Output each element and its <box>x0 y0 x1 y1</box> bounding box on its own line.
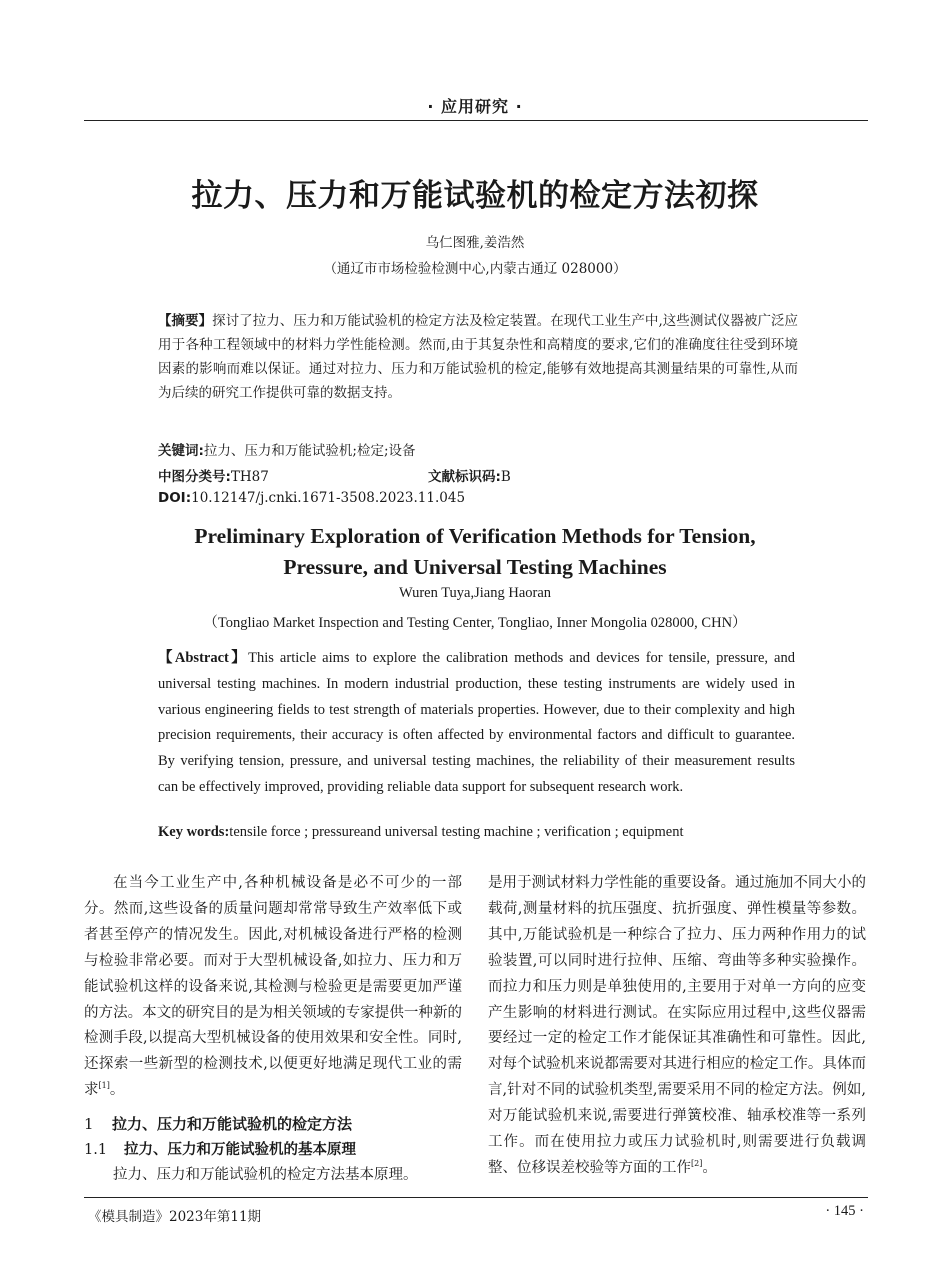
abstract-cn-text: 探讨了拉力、压力和万能试验机的检定方法及检定装置。在现代工业生产中,这些测试仪器被广泛应用于各种工程领域中的材料力学性能检测。然而,由于其复杂性和高精度的要求,它们的准确度往往受到环境因素的影响而难以保证。通过对拉力、压力和万能试验机的检定,能够有效地提高其测量结果的可靠性,从而为后续的研究工作提供可靠的数据支持。 <box>158 313 799 401</box>
abstract-cn-label: 【摘要】 <box>158 313 213 329</box>
header-divider <box>84 120 868 121</box>
paper-title-en <box>0 521 950 583</box>
keywords-en-text: tensile force ; pressureand universal testing machine ; verification ; equipment <box>229 824 684 840</box>
affiliation-en: （Tongliao Market Inspection and Testing Center, Tongliao, Inner Mongolia 028000, CHN） <box>203 615 747 631</box>
abstract-cn <box>158 309 798 405</box>
doi-value: 10.12147/j.cnki.1671-3508.2023.11.045 <box>191 490 466 506</box>
body-right-column <box>488 871 866 1182</box>
affiliation-cn: （通辽市市场检验检测中心,内蒙古通辽 028000） <box>323 261 627 277</box>
body-left-column <box>84 871 462 1189</box>
paper-title-cn: 拉力、压力和万能试验机的检定方法初探 <box>191 178 759 214</box>
intro-end: 。 <box>109 1082 125 1099</box>
doc-code-value: B <box>500 469 511 485</box>
page-number: · 145 · <box>825 1203 864 1219</box>
document-code <box>428 465 511 485</box>
doi-label: DOI: <box>158 490 192 506</box>
abstract-en-text: This article aims to explore the calibration methods and devices for tensile, pressure, and universal testing machines. In modern industrial production, these testing instruments are widely used in various engineering fields to test strength of materials properties. However, due to their complexity and high precision requirements, their accuracy is often affected by environmental factors and difficult to guarantee. By verifying tension, pressure, and universal testing machines, the reliability of their measurement results can be effectively improved, providing reliable data support for subsequent research work. <box>158 650 795 795</box>
keywords-cn <box>158 439 416 459</box>
section-1-1-number: 1.1 <box>84 1142 108 1159</box>
doi-line <box>158 490 465 506</box>
journal-issue: 《模具制造》2023年第11期 <box>88 1209 262 1225</box>
section-1-1-heading <box>84 1138 462 1163</box>
citation-2: [2] <box>691 1159 703 1169</box>
abstract-en-label: 【Abstract】 <box>158 650 249 666</box>
principle-paragraph: 拉力、压力和万能试验机的检定方法基本原理。 <box>113 1167 418 1184</box>
intro-text: 在当今工业生产中,各种机械设备是必不可少的一部分。然而,这些设备的质量问题却常常导致生产效率低下或者甚至停产的情况发生。因此,对机械设备进行严格的检测与检验非常必要。而对于大型机械设备,如拉力、压力和万能试验机这样的设备来说,其检测与检验更是需要更加严谨的方法。本文的研究目的是为相关领域的专家提供一种新的检测手段,以提高大型机械设备的使用效果和安全性。同时,还探索一些新型的检测技术,以便更好地满足现代工业的需求 <box>84 875 462 1099</box>
title-en-line-1: Preliminary Exploration of Verification Methods for Tension, <box>194 524 756 548</box>
title-en-line-2: Pressure, and Universal Testing Machines <box>283 555 667 579</box>
keywords-cn-text: 拉力、压力和万能试验机;检定;设备 <box>203 443 416 459</box>
footer-divider <box>84 1197 868 1198</box>
intro-paragraph <box>84 871 462 1104</box>
abstract-en <box>158 646 795 801</box>
authors-en: Wuren Tuya,Jiang Haoran <box>398 585 552 601</box>
citation-1: [1] <box>98 1081 110 1091</box>
classification-number <box>158 465 269 485</box>
section-label: · 应用研究 · <box>427 97 523 116</box>
classification-label: 中图分类号: <box>158 469 231 485</box>
keywords-cn-label: 关键词: <box>158 443 204 459</box>
authors-cn: 乌仁图雅,姜浩然 <box>425 235 525 251</box>
section-1-1-title: 拉力、压力和万能试验机的基本原理 <box>124 1142 356 1159</box>
keywords-en-label: Key words: <box>158 824 230 840</box>
section-1-heading <box>84 1111 462 1138</box>
section-1-title: 拉力、压力和万能试验机的检定方法 <box>112 1115 353 1134</box>
keywords-en <box>158 824 798 841</box>
principle-continued-paragraph <box>488 871 866 1182</box>
principle-continued-end: 。 <box>702 1159 717 1176</box>
principle-continued-text: 是用于测试材料力学性能的重要设备。通过施加不同大小的载荷,测量材料的抗压强度、抗折强度、弹性模量等参数。其中,万能试验机是一种综合了拉力、压力两种作用力的试验装置,可以同时进行拉伸、压缩、弯曲等多种实验操作。而拉力和压力则是单独使用的,主要用于对单一方向的应变产生影响的材料进行测试。在实际应用过程中,这些仪器需要经过一定的检定工作才能保证其准确性和可靠性。因此,对每个试验机来说都需要对其进行相应的检定工作。具体而言,针对不同的试验机类型,需要采用不同的检定方法。例如,对万能试验机来说,需要进行弹簧校准、轴承校准等一系列工作。而在使用拉力或压力试验机时,则需要进行负载调整、位移误差校验等方面的工作 <box>488 875 866 1176</box>
section-1-number: 1 <box>84 1115 94 1134</box>
classification-value: TH87 <box>230 469 269 485</box>
doc-code-label: 文献标识码: <box>428 469 501 485</box>
